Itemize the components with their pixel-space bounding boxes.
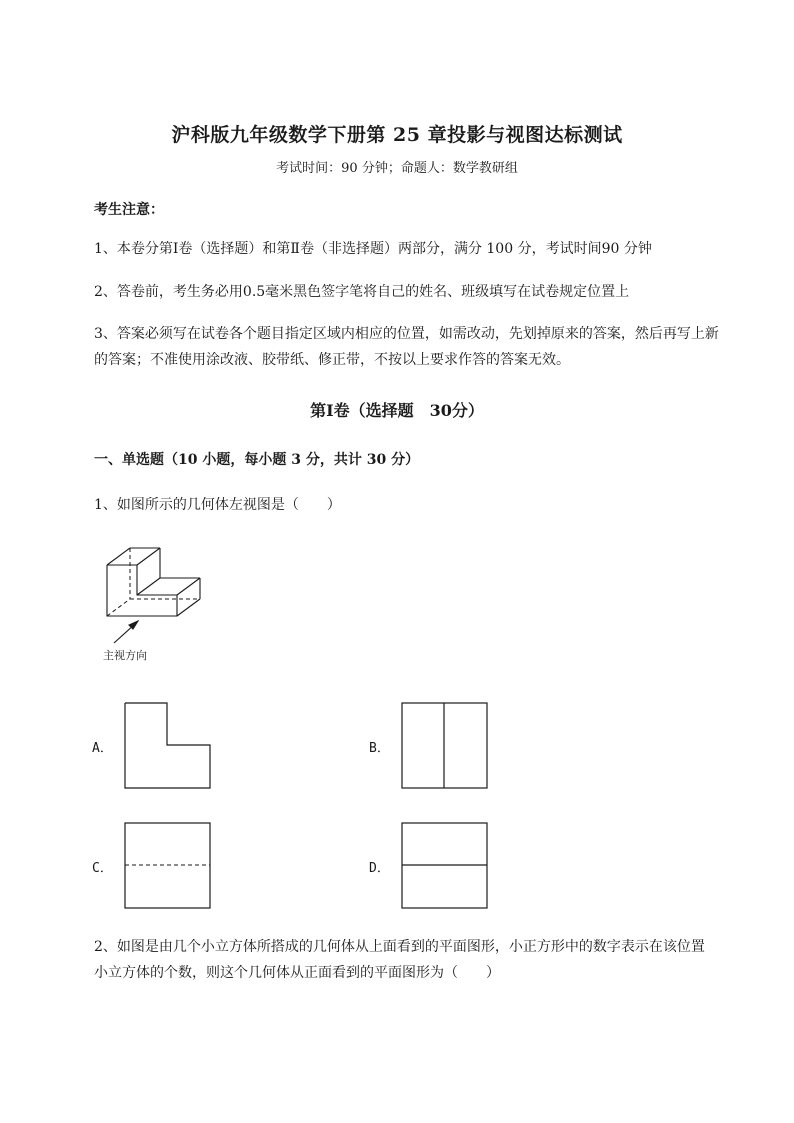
page-title: 沪科版九年级数学下册第 25 章投影与视图达标测试 [171,124,623,146]
option-d-label[interactable]: D． [369,861,390,876]
question-2-line-1: 2、如图是由几个小立方体所搭成的几何体从上面看到的平面图形，小正方形中的数字表示在该位置 [94,939,705,955]
notice-item-3-line-2: 的答案；不准使用涂改液、胶带纸、修正带，不按以上要求作答的答案无效。 [94,352,570,368]
notice-item-2: 2、答卷前，考生务必用0.5毫米黑色签字笔将自己的姓名、班级填写在试卷规定位置上 [94,284,630,300]
option-a-label[interactable]: A． [92,741,113,756]
figure-caption: 主视方向 [103,649,147,662]
option-c-figure[interactable] [124,822,212,910]
notice-item-1: 1、本卷分第Ⅰ卷（选择题）和第Ⅱ卷（非选择题）两部分，满分 100 分，考试时间90 分钟 [94,241,652,257]
notice-item-3-line-1: 3、答案必须写在试卷各个题目指定区域内相应的位置，如需改动，先划掉原来的答案，然后再写上新 [94,326,719,342]
question-2-line-2: 小立方体的个数，则这个几何体从正面看到的平面图形为（ ） [94,965,500,981]
option-d-figure[interactable] [401,822,489,910]
option-c-label[interactable]: C． [92,861,113,876]
question-1-text: 1、如图所示的几何体左视图是（ ） [94,497,341,513]
solid-figure [100,540,215,650]
option-b-label[interactable]: B． [369,741,390,756]
section-title: 第Ⅰ卷（选择题 30分） [310,401,484,420]
option-b-figure[interactable] [401,702,489,790]
option-a-figure[interactable] [124,702,212,790]
part-heading: 一、单选题（10 小题，每小题 3 分，共计 30 分） [94,452,420,468]
exam-info: 考试时间：90 分钟；命题人：数学教研组 [276,161,518,176]
notice-heading: 考生注意： [94,202,164,218]
